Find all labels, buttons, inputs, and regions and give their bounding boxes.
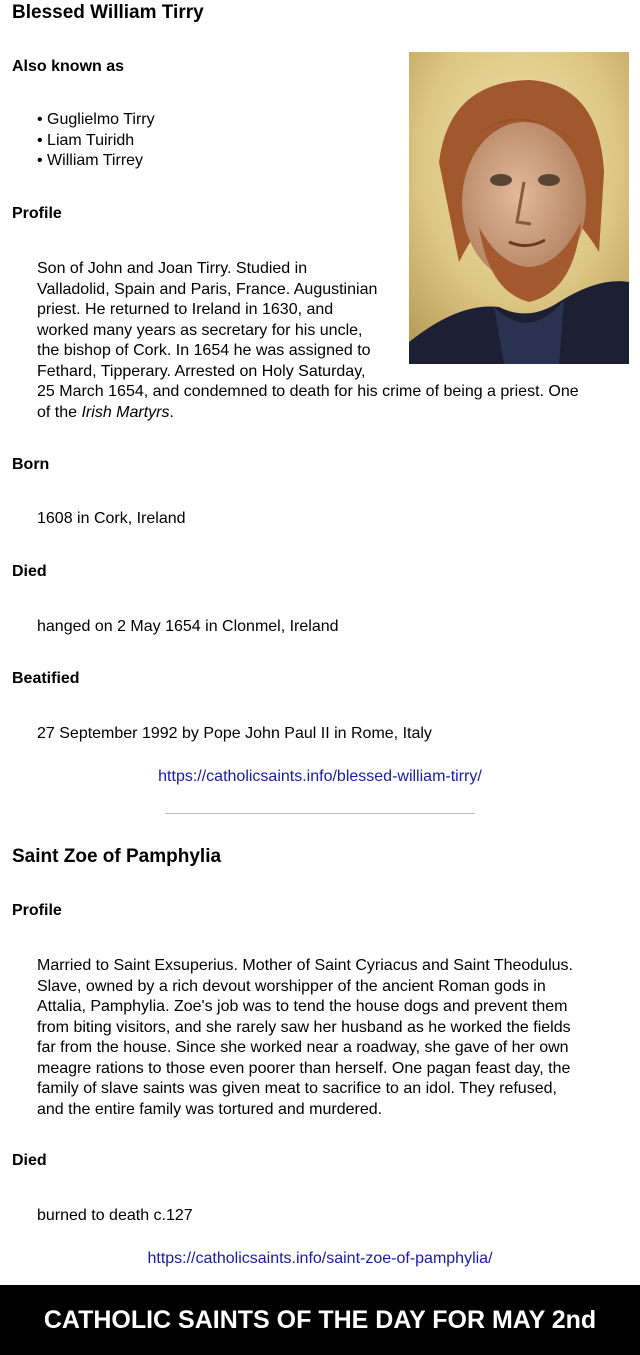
footer-banner: CATHOLIC SAINTS OF THE DAY FOR MAY 2nd <box>0 1285 640 1355</box>
saint2-link[interactable]: https://catholicsaints.info/saint-zoe-of-pamphylia/ <box>147 1250 493 1267</box>
profile-text: Son of John and Joan Tirry. Studied in Valladolid, Spain and Paris, France. Augustinian priest. He returned to Ireland in 1630, and worked many years as secretary for his uncle, the bishop of Cork. In 1654 he was assigned to Fethard, Tipperary. Arrested on Holy Saturday, 25 March 1654, and condemned to death for his crime of being a priest. One of the Irish Martyrs. <box>37 260 579 421</box>
saint2-title: Saint Zoe of Pamphylia <box>12 846 222 867</box>
page-title: Blessed William Tirry <box>12 2 204 23</box>
saint2-profile-text: Married to Saint Exsuperius. Mother of Saint Cyriacus and Saint Theodulus. Slave, owned by a rich devout worshipper of the ancient Roman gods in Attalia, Pamphylia. Zoe's job was to tend the house dogs and prevent them from biting visitors, and she rarely saw her husband as he worked the fields far from the house. Since she worked near a roadway, she gave of her own meagre rations to those even poorer than herself. One pagan feast day, the family of slave saints was given meat to sacrifice to an idol. They refused, and the entire family was tortured and murdered. <box>37 957 573 1118</box>
died-value: hanged on 2 May 1654 in Clonmel, Ireland <box>37 618 339 635</box>
list-item: • William Tirrey <box>37 152 144 169</box>
divider <box>165 813 475 814</box>
profile-heading: Profile <box>12 205 62 222</box>
saint2-profile-heading: Profile <box>12 902 62 919</box>
irish-martyrs-text: Irish Martyrs <box>81 403 170 421</box>
list-item: • Guglielmo Tirry <box>37 111 155 128</box>
saint2-died-value: burned to death c.127 <box>37 1207 193 1224</box>
beatified-heading: Beatified <box>12 670 80 687</box>
list-item: • Liam Tuiridh <box>37 131 135 149</box>
saint2-died-heading: Died <box>12 1152 47 1169</box>
beatified-value: 27 September 1992 by Pope John Paul II in Rome, Italy <box>37 725 432 742</box>
died-heading: Died <box>12 563 47 580</box>
born-heading: Born <box>12 456 50 473</box>
born-value: 1608 in Cork, Ireland <box>37 510 186 527</box>
aka-list <box>37 110 155 172</box>
aka-heading: Also known as <box>12 58 125 75</box>
saint1-link[interactable]: https://catholicsaints.info/blessed-william-tirry/ <box>158 768 482 785</box>
